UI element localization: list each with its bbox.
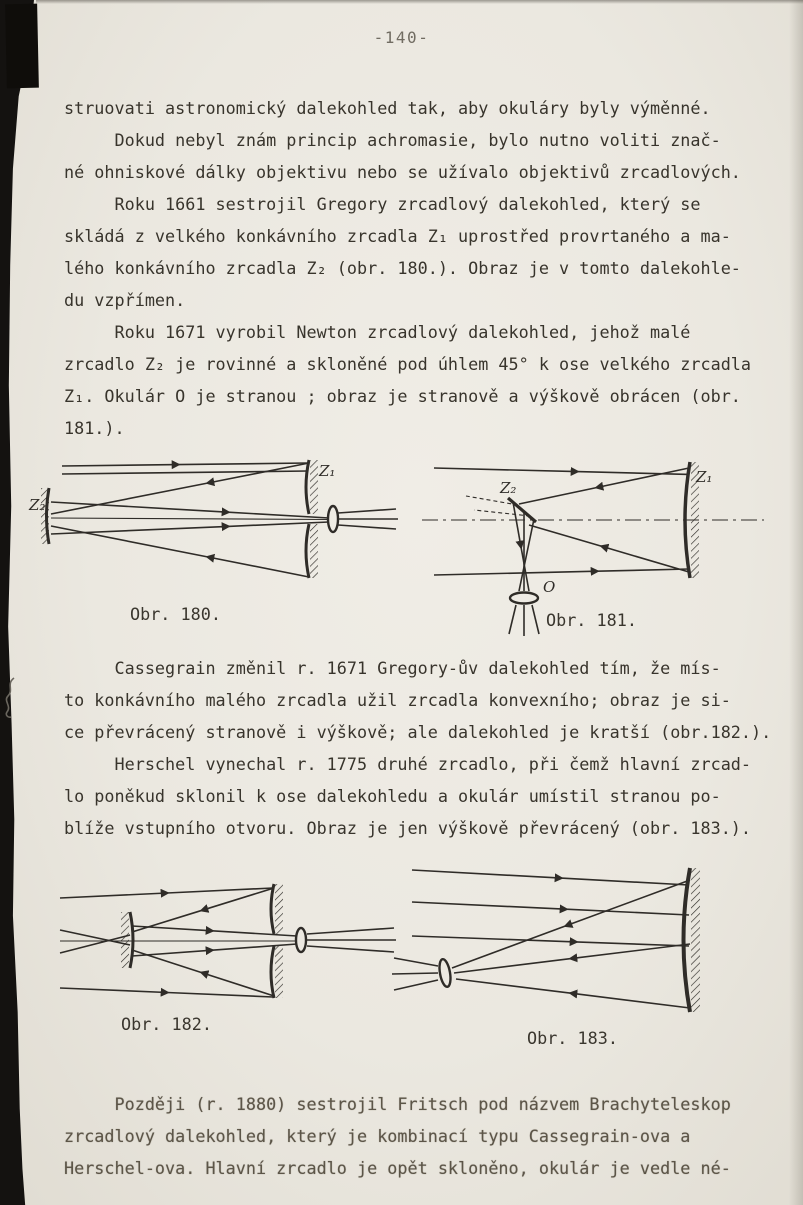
eyepiece-lens: [510, 593, 538, 604]
margin-mark: [2, 676, 18, 720]
text-line: to konkávního malého zrcadla užil zrcadla konvexního; obraz je si-: [64, 690, 731, 710]
primary-mirror-top: [306, 460, 309, 514]
primary-mirror-bottom: [306, 524, 309, 578]
light-rays: [60, 888, 396, 997]
text-line: Později (r. 1880) sestrojil Fritsch pod názvem Brachyteleskop: [64, 1094, 731, 1114]
figure-180-caption: Obr. 180.: [130, 604, 221, 624]
primary-mirror-bottom: [271, 946, 274, 998]
light-rays: [392, 870, 690, 1008]
text-line: 181.).: [64, 418, 125, 438]
label-z2: Z₂: [500, 479, 517, 497]
label-z1: Z₁: [696, 468, 713, 486]
paragraphs-bottom: [64, 1088, 731, 1184]
figure-181-caption: Obr. 181.: [546, 610, 637, 630]
label-z2: Z₂: [29, 496, 46, 514]
text-line: zrcadlový dalekohled, který je kombinací typu Cassegrain-ova a: [64, 1126, 691, 1146]
scan-shade-right: [789, 0, 803, 1205]
text-line: struovati astronomický dalekohled tak, aby okuláry byly výměnné.: [64, 98, 711, 118]
secondary-mirror: [130, 912, 133, 968]
text-line: zrcadlo Z₂ je rovinné a skloněné pod úhlem 45° k ose velkého zrcadla: [64, 354, 752, 374]
text-line: Z₁. Okulár O je stranou ; obraz je stranově a výškově obrácen (obr.: [64, 386, 741, 406]
eyepiece-lens: [438, 958, 453, 987]
text-line: Roku 1671 vyrobil Newton zrcadlový dalekohled, jehož malé: [64, 322, 691, 342]
primary-mirror-hatch: [691, 868, 700, 1012]
primary-mirror-hatch-top: [275, 884, 283, 934]
eyepiece-lens: [296, 928, 306, 952]
figure-183-caption: Obr. 183.: [527, 1028, 618, 1048]
figure-182-diagram: [52, 868, 400, 1018]
primary-mirror-hatch-bottom: [310, 524, 318, 578]
scan-edge-top: [36, 0, 803, 4]
page-number: -140-: [373, 28, 430, 47]
text-line: Herschel vynechal r. 1775 druhé zrcadlo, při čemž hlavní zrcad-: [64, 754, 752, 774]
primary-mirror-top: [271, 884, 274, 934]
text-line: Dokud nebyl znám princip achromasie, bylo nutno voliti znač-: [64, 130, 721, 150]
text-line: Herschel-ova. Hlavní zrcadlo je opět skloněno, okulár je vedle né-: [64, 1158, 731, 1178]
text-line: blíže vstupního otvoru. Obraz je jen výškově převrácený (obr. 183.).: [64, 818, 752, 838]
primary-mirror: [684, 868, 691, 1012]
text-line: Roku 1661 sestrojil Gregory zrcadlový dalekohled, který se: [64, 194, 701, 214]
figure-180-diagram: [28, 452, 400, 604]
paragraphs-middle: [64, 652, 771, 844]
construction-lines: [466, 496, 530, 516]
label-z1: Z₁: [319, 462, 336, 480]
primary-mirror-hatch-top: [310, 460, 318, 514]
text-line: lo poněkud sklonil k ose dalekohledu a okulár umístil stranou po-: [64, 786, 721, 806]
paragraphs-top: [64, 92, 751, 444]
secondary-mirror-hatch: [121, 912, 129, 968]
text-line: Cassegrain změnil r. 1671 Gregory-ův dalekohled tím, že mís-: [64, 658, 721, 678]
text-line: lého konkávního zrcadla Z₂ (obr. 180.). Obraz je v tomto dalekohle-: [64, 258, 741, 278]
light-rays: [51, 463, 398, 577]
eyepiece-lens: [328, 506, 338, 532]
text-line: du vzpřímen.: [64, 290, 186, 310]
figure-182-caption: Obr. 182.: [121, 1014, 212, 1034]
label-o: O: [543, 578, 556, 596]
primary-mirror-hatch-bottom: [275, 946, 283, 998]
figure-183-diagram: [386, 852, 778, 1038]
text-line: né ohniskové dálky objektivu nebo se užívalo objektivů zrcadlových.: [64, 162, 741, 182]
text-line: ce převrácený stranově i výškově; ale dalekohled je kratší (obr.182.).: [64, 722, 772, 742]
text-line: skládá z velkého konkávního zrcadla Z₁ uprostřed provrtaného a ma-: [64, 226, 731, 246]
